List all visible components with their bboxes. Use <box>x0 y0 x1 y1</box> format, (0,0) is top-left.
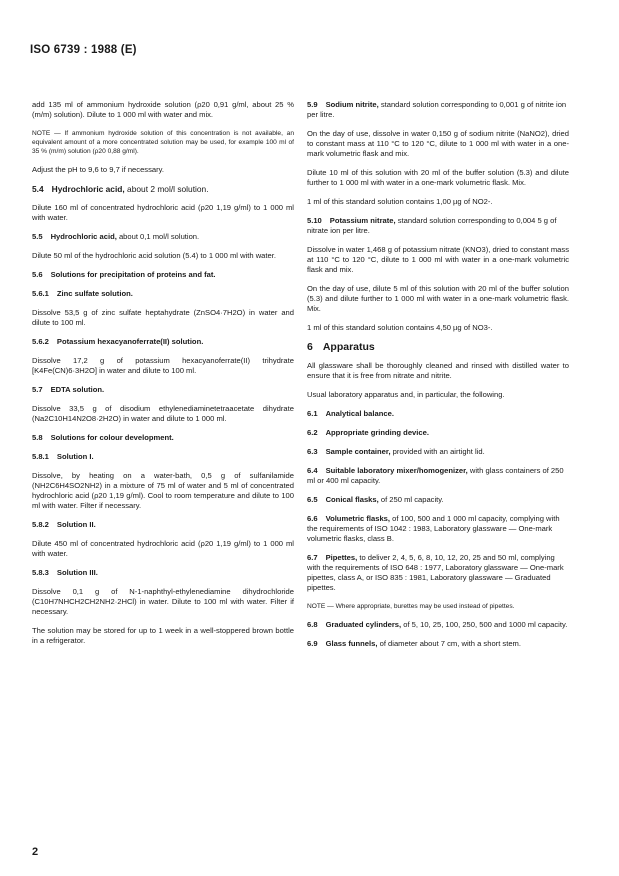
clause-title: Analytical balance. <box>325 409 394 418</box>
paragraph: add 135 ml of ammonium hydroxide solution (ρ20 0,91 g/ml, about 25 % (m/m) solution). Dilute to 1 000 ml with water and mix. <box>32 100 294 119</box>
clause-title: Solution III. <box>56 568 98 577</box>
clause-title: Solution I. <box>56 452 94 461</box>
clause-heading <box>32 270 294 280</box>
clause-number: 5.9 <box>307 100 318 109</box>
clause-title: Glass funnels, <box>325 639 378 648</box>
paragraph: Dissolve, by heating on a water-bath, 0,5 g of sulfanilamide (NH2C6H4SO2NH2) in a mixture of 75 ml of water and 5 ml of concentrated hydrochloric acid (ρ20 1,19 g/ml). Cool to room temperature and dilute to 100 ml with water. Filter if necessary. <box>32 471 294 510</box>
paragraph: Dissolve in water 1,468 g of potassium nitrate (KNO3), dried to constant mass at 110 °C to 120 °C, dilute to 1 000 ml with water in a one-mark volumetric flask and mix. <box>307 245 569 274</box>
paragraph: Dissolve 0,1 g of N-1-naphthyl-ethylenediamine dihydrochloride (C10H7NHCH2CH2NH2·2HCl) in water. Dilute to 100 ml with water. Filter if necessary. <box>32 587 294 616</box>
clause-title: EDTA solution. <box>50 385 105 394</box>
clause-text: provided with an airtight lid. <box>390 447 485 456</box>
clause-heading <box>307 216 569 236</box>
clause-heading <box>307 100 569 120</box>
clause-number: 5.6 <box>32 270 43 279</box>
clause-title: Suitable laboratory mixer/homogenizer, <box>325 466 468 475</box>
clause-title: Graduated cylinders, <box>325 620 402 629</box>
clause-number: 5.6.2 <box>32 337 49 346</box>
note-text: NOTE — Where appropriate, burettes may be used instead of pipettes. <box>307 603 515 610</box>
clause-number: 5.5 <box>32 232 43 241</box>
clause-number: 5.6.1 <box>32 289 49 298</box>
paragraph: Dissolve 33,5 g of disodium ethylenediaminetetraacetate dihydrate (Na2C10H14N2O8·2H2O) in water and dilute to 1 000 ml. <box>32 404 294 423</box>
clause-number: 6.4 <box>307 466 318 475</box>
clause-title: Sample container, <box>325 447 391 456</box>
clause-title: Potassium nitrate, <box>329 216 396 225</box>
clause-heading <box>307 639 569 649</box>
clause-text: of 100, 500 and 1 000 ml capacity, complying with the requirements of ISO 1042 : 1983, Laboratory glassware — One-mark volumetric flasks, class B. <box>307 514 560 543</box>
clause-title: Hydrochloric acid, <box>51 184 125 194</box>
clause-heading <box>307 409 569 419</box>
clause-number: 6.1 <box>307 409 318 418</box>
section-title: Apparatus <box>322 341 375 353</box>
clause-heading <box>32 232 294 242</box>
paragraph: Dissolve 53,5 g of zinc sulfate heptahydrate (ZnSO4·7H2O) in water and dilute to 100 ml. <box>32 308 294 327</box>
paragraph: 1 ml of this standard solution contains 1,00 µg of NO2-. <box>307 197 493 206</box>
clause-heading <box>307 466 569 486</box>
clause-heading <box>32 452 294 462</box>
clause-title: Appropriate grinding device. <box>325 428 429 437</box>
clause-text: of 250 ml capacity. <box>378 495 444 504</box>
right-column <box>307 100 569 658</box>
clause-title: Hydrochloric acid, <box>50 232 117 241</box>
clause-heading <box>307 620 569 630</box>
clause-heading <box>32 568 294 578</box>
clause-heading <box>32 385 294 395</box>
clause-title: Volumetric flasks, <box>325 514 390 523</box>
clause-text: standard solution corresponding to 0,001 g of nitrite ion per litre. <box>307 100 567 119</box>
note-text: NOTE — If ammonium hydroxide solution of this concentration is not available, an equivalent amount of a more concentrated solution may be used, for example 100 ml of 35 % (m/m) solution (ρ20 0,88 g/ml). <box>32 130 294 155</box>
clause-number: 5.4 <box>32 184 44 194</box>
clause-number: 6.5 <box>307 495 318 504</box>
clause-number: 6.3 <box>307 447 318 456</box>
clause-heading <box>32 184 294 194</box>
clause-number: 5.8.3 <box>32 568 49 577</box>
document-header: ISO 6739 : 1988 (E) <box>30 44 137 56</box>
clause-text: of 5, 10, 25, 100, 250, 500 and 1000 ml capacity. <box>401 620 568 629</box>
paragraph: 1 ml of this standard solution contains 4,50 µg of NO3-. <box>307 323 493 332</box>
clause-number: 6.8 <box>307 620 318 629</box>
clause-heading <box>307 495 569 505</box>
clause-title: Zinc sulfate solution. <box>56 289 133 298</box>
section-number: 6 <box>307 341 313 353</box>
clause-heading <box>32 433 294 443</box>
paragraph: Dilute 450 ml of concentrated hydrochloric acid (ρ20 1,19 g/ml) to 1 000 ml with water. <box>32 539 294 558</box>
paragraph: Adjust the pH to 9,6 to 9,7 if necessary. <box>32 165 164 174</box>
clause-number: 6.9 <box>307 639 318 648</box>
clause-title: Solutions for precipitation of proteins and fat. <box>50 270 216 279</box>
section-heading <box>307 342 569 352</box>
clause-title: Pipettes, <box>325 553 358 562</box>
clause-heading <box>307 514 569 544</box>
clause-title: Solutions for colour development. <box>50 433 174 442</box>
clause-number: 6.7 <box>307 553 318 562</box>
paragraph: Usual laboratory apparatus and, in particular, the following. <box>307 390 505 399</box>
clause-number: 5.7 <box>32 385 43 394</box>
clause-text: standard solution corresponding to 0,004 5 g of nitrate ion per litre. <box>307 216 557 235</box>
paragraph: Dilute 50 ml of the hydrochloric acid solution (5.4) to 1 000 ml with water. <box>32 251 276 260</box>
clause-text: about 2 mol/l solution. <box>124 184 209 194</box>
clause-heading <box>32 520 294 530</box>
clause-title: Solution II. <box>56 520 96 529</box>
clause-heading <box>307 447 569 457</box>
clause-text: to deliver 2, 4, 5, 6, 8, 10, 12, 20, 25 and 50 ml, complying with the requirements of ISO 648 : 1977, Laboratory glassware — One-mark pipettes, class A, or ISO 835 : 1981, Laboratory glassware — Graduated pipettes. <box>307 553 564 592</box>
clause-number: 6.2 <box>307 428 318 437</box>
paragraph: On the day of use, dilute 5 ml of this solution with 20 ml of the buffer solution (5.3) and dilute further to 1 000 ml with water in a one-mark volumetric flask. Mix. <box>307 284 569 313</box>
left-column <box>32 100 294 655</box>
clause-heading <box>307 428 569 438</box>
paragraph: On the day of use, dissolve in water 0,150 g of sodium nitrite (NaNO2), dried to constant mass at 110 °C to 120 °C, dilute to 1 000 ml with water in a one-mark volumetric flask and mix. <box>307 129 569 158</box>
clause-number: 5.8.2 <box>32 520 49 529</box>
paragraph: Dilute 10 ml of this solution with 20 ml of the buffer solution (5.3) and dilute further to 1 000 ml with water in a one-mark volumetric flask. Mix. <box>307 168 569 187</box>
paragraph: Dissolve 17,2 g of potassium hexacyanoferrate(II) trihydrate [K4Fe(CN)6·3H2O] in water and dilute to 100 ml. <box>32 356 294 375</box>
clause-heading <box>307 553 569 593</box>
paragraph: All glassware shall be thoroughly cleaned and rinsed with distilled water to ensure that it is free from nitrate and nitrite. <box>307 361 569 380</box>
clause-text: of diameter about 7 cm, with a short stem. <box>377 639 521 648</box>
clause-number: 5.10 <box>307 216 322 225</box>
clause-title: Potassium hexacyanoferrate(II) solution. <box>56 337 204 346</box>
clause-number: 5.8.1 <box>32 452 49 461</box>
clause-title: Conical flasks, <box>325 495 379 504</box>
clause-text: with glass containers of 250 ml or 400 ml capacity. <box>307 466 564 485</box>
paragraph: Dilute 160 ml of concentrated hydrochloric acid (ρ20 1,19 g/ml) to 1 000 ml with water. <box>32 203 294 222</box>
clause-heading <box>32 337 294 347</box>
clause-number: 6.6 <box>307 514 318 523</box>
clause-number: 5.8 <box>32 433 43 442</box>
clause-heading <box>32 289 294 299</box>
clause-text: about 0,1 mol/l solution. <box>116 232 200 241</box>
clause-title: Sodium nitrite, <box>325 100 379 109</box>
paragraph: The solution may be stored for up to 1 week in a well-stoppered brown bottle in a refrigerator. <box>32 626 294 645</box>
page-number: 2 <box>32 846 39 858</box>
